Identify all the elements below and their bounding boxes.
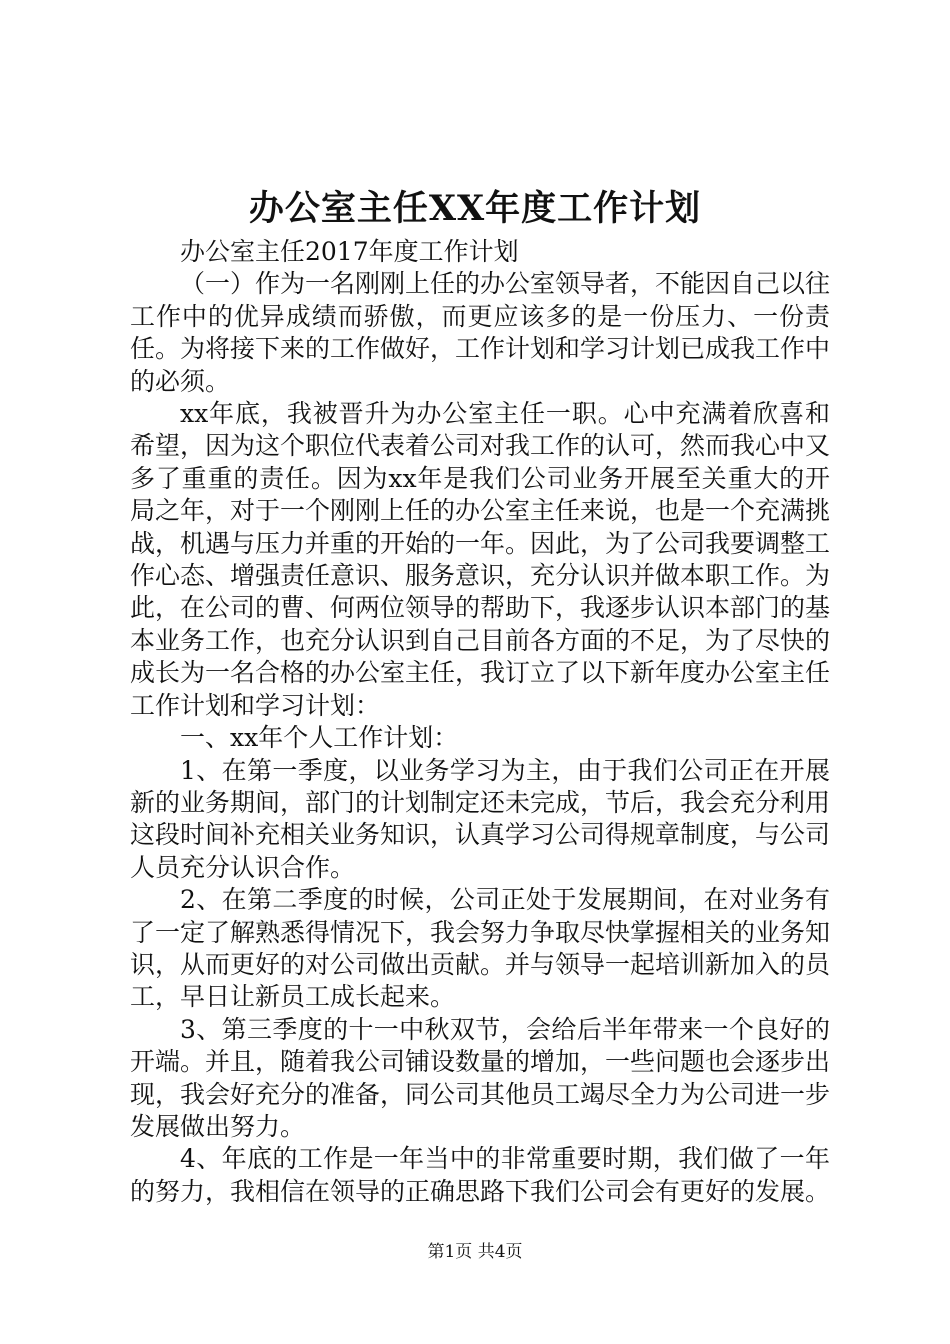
plan-item-q1: 1、在第一季度，以业务学习为主，由于我们公司正在开展新的业务期间，部门的计划制定还未完成，节后，我会充分利用这段时间补充相关业务知识，认真学习公司得规章制度，与公司人员充分认识合作。 <box>130 755 831 882</box>
plan-item-q4: 4、年底的工作是一年当中的非常重要时期，我们做了一年的努力，我相信在领导的正确思路下我们公司会有更好的发展。 <box>130 1144 831 1206</box>
document-body <box>130 236 830 1208</box>
document-title: 办公室主任XX年度工作计划 <box>248 188 702 229</box>
plan-item-q2: 2、在第二季度的时候，公司正处于发展期间，在对业务有了一定了解熟悉得情况下，我会努力争取尽快掌握相关的业务知识，从而更好的对公司做出贡献。并与领导一起培训新加入的员工，早日让新员工成长起来。 <box>130 885 831 1012</box>
paragraph-subtitle: 办公室主任2017年度工作计划 <box>180 237 519 266</box>
page-footer: 第1页 共4页 <box>427 1242 523 1262</box>
paragraph-intro: （一）作为一名刚刚上任的办公室领导者，不能因自己以往工作中的优异成绩而骄傲，而更应该多的是一份压力、一份责任。为将接下来的工作做好，工作计划和学习计划已成我工作中的必须。 <box>130 269 831 396</box>
section-heading: 一、xx年个人工作计划： <box>180 723 459 753</box>
plan-item-q3: 3、第三季度的十一中秋双节，会给后半年带来一个良好的开端。并且，随着我公司铺设数量的增加，一些问题也会逐步出现，我会好充分的准备，同公司其他员工竭尽全力为公司进一步发展做出努力。 <box>130 1014 831 1141</box>
paragraph-background: xx年底，我被晋升为办公室主任一职。心中充满着欣喜和希望，因为这个职位代表着公司对我工作的认可，然而我心中又多了重重的责任。因为xx年是我们公司业务开展至关重大的开局之年，对于一个刚刚上任的办公室主任来说，也是一个充满挑战，机遇与压力并重的开始的一年。因此，为了公司我要调整工作心态、增强责任意识、服务意识，充分认识并做本职工作。为此，在公司的曹、何两位领导的帮助下，我逐步认识本部门的基本业务工作，也充分认识到自己目前各方面的不足，为了尽快的成长为一名合格的办公室主任，我订立了以下新年度办公室主任工作计划和学习计划： <box>130 399 831 720</box>
